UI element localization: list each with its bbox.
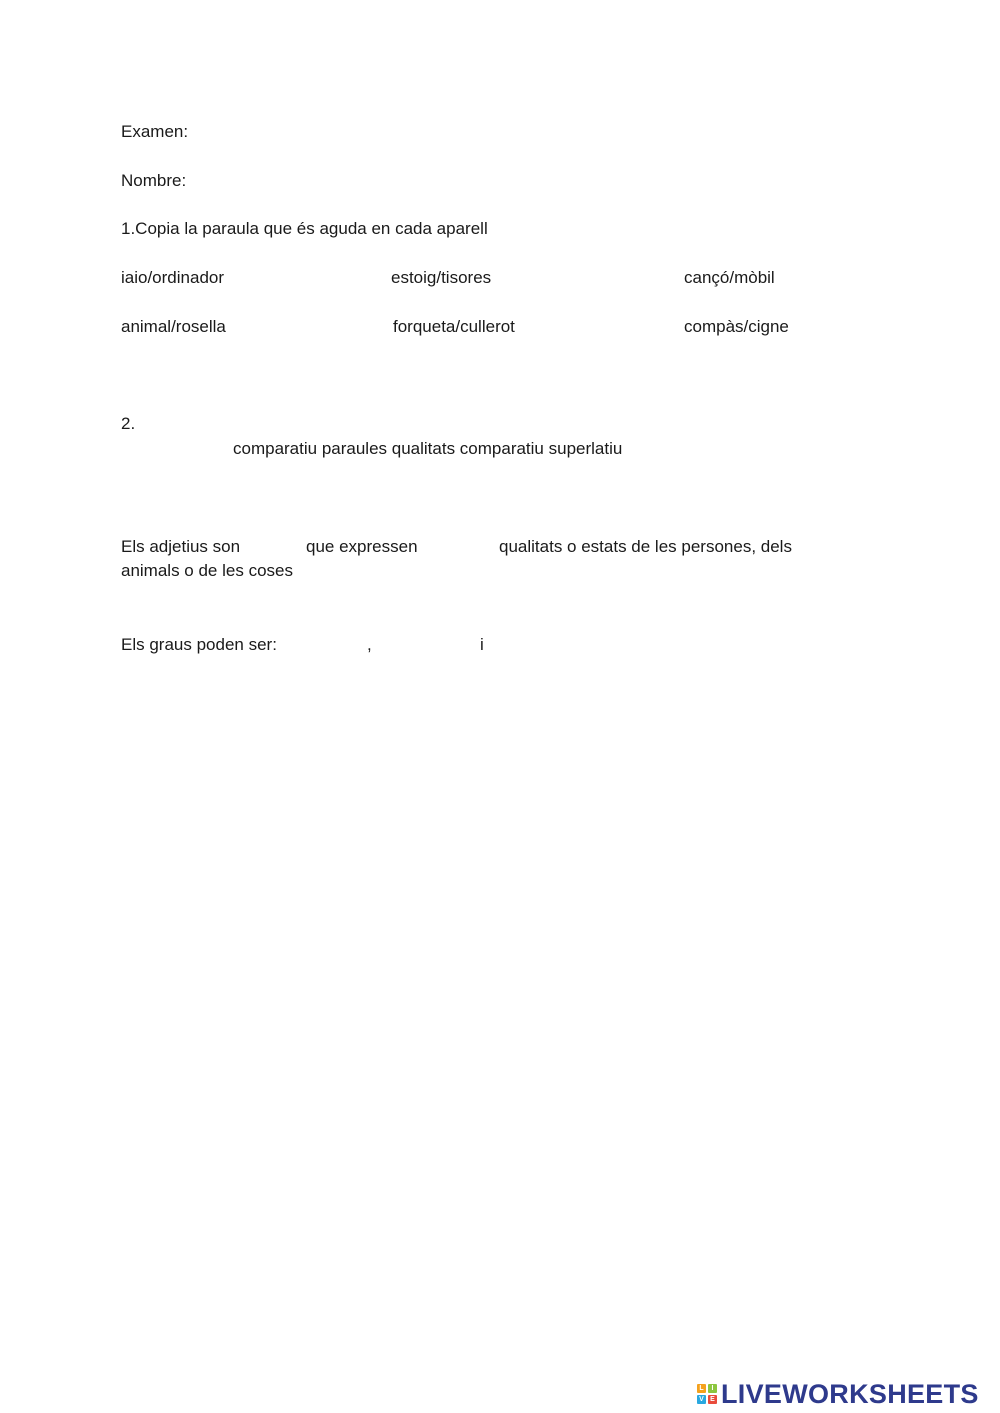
logo-text: LIVEWORKSHEETS	[721, 1379, 979, 1409]
exercise2-number: 2.	[121, 414, 136, 433]
sentence1-part1: Els adjetius son	[121, 537, 241, 556]
word-pair: compàs/cigne	[684, 317, 789, 336]
logo-square: E	[708, 1395, 717, 1404]
exam-label: Examen:	[121, 122, 189, 141]
sentence2-and: i	[480, 635, 484, 654]
word-pair: estoig/tisores	[391, 268, 492, 287]
word-bank: comparatiu paraules qualitats comparatiu superlatiu	[233, 439, 623, 458]
sentence1-part4: animals o de les coses	[121, 561, 293, 580]
word-pair: cançó/mòbil	[684, 268, 775, 287]
name-label: Nombre:	[121, 171, 187, 190]
logo-mark-icon	[697, 1384, 717, 1404]
sentence2-comma: ,	[367, 635, 372, 654]
logo-square: I	[708, 1384, 717, 1393]
liveworksheets-logo	[697, 1378, 979, 1410]
logo-square: L	[697, 1384, 706, 1393]
word-pair: animal/rosella	[121, 317, 226, 336]
sentence1-part2: que expressen	[306, 537, 418, 556]
sentence2-part1: Els graus poden ser:	[121, 635, 277, 654]
logo-square: V	[697, 1395, 706, 1404]
exercise1-title: 1.Copia la paraula que és aguda en cada aparell	[121, 219, 488, 238]
sentence1-part3: qualitats o estats de les persones, dels	[499, 537, 792, 556]
word-pair: forqueta/cullerot	[393, 317, 515, 336]
word-pair: iaio/ordinador	[121, 268, 225, 287]
